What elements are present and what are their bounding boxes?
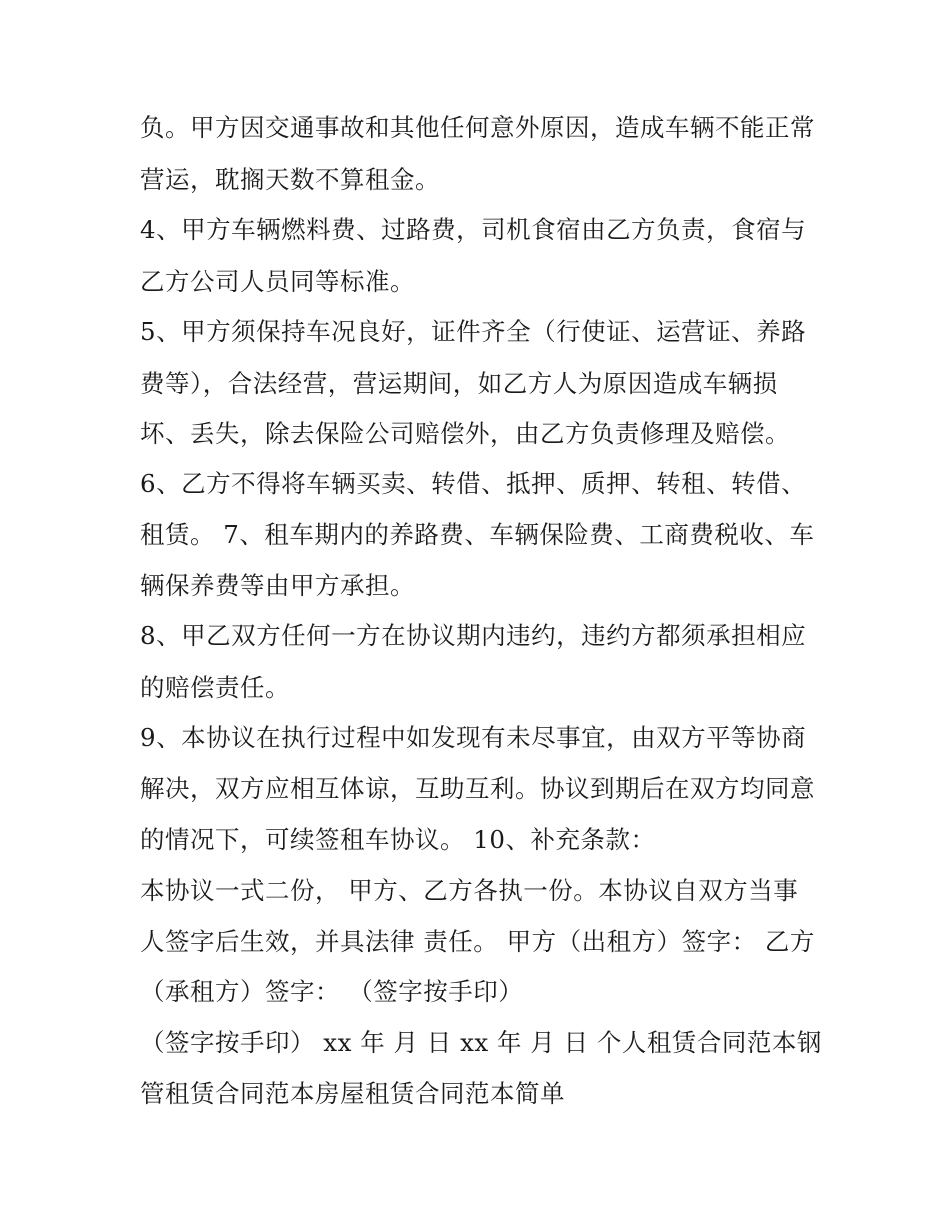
text-line: 营运，耽搁天数不算租金。 — [140, 165, 440, 194]
text-line: 租赁。 7、租车期内的养路费、车辆保险费、工商费税收、车 — [140, 520, 815, 549]
text-line: 辆保养费等由甲方承担。 — [140, 571, 415, 600]
text-line: 管租赁合同范本房屋租赁合同范本简单 — [140, 1079, 565, 1108]
text-line: 9、本协议在执行过程中如发现有未尽事宜，由双方平等协商 — [140, 723, 807, 752]
text-line: （签字按手印） xx 年 月 日 xx 年 月 日 个人租赁合同范本钢 — [140, 1028, 822, 1057]
text-line: 5、甲方须保持车况良好，证件齐全（行使证、运营证、养路 — [140, 317, 807, 346]
text-line: 的情况下，可续签租车协议。 10、补充条款： — [140, 825, 656, 854]
text-line: 坏、丢失，除去保险公司赔偿外，由乙方负责修理及赔偿。 — [140, 419, 790, 448]
text-line: 人签字后生效，并具法律 责任。 甲方（出租方）签字： 乙方 — [140, 927, 815, 956]
text-line: 负。甲方因交通事故和其他任何意外原因，造成车辆不能正常 — [140, 113, 815, 142]
text-line: 费等），合法经营，营运期间，如乙方人为原因造成车辆损 — [140, 369, 778, 398]
text-line: 8、甲乙双方任何一方在协议期内违约，违约方都须承担相应 — [140, 621, 807, 650]
text-line: 4、甲方车辆燃料费、过路费，司机食宿由乙方负责，食宿与 — [140, 215, 807, 244]
text-line: 本协议一式二份， 甲方、乙方各执一份。本协议自双方当事 — [140, 876, 799, 905]
text-line: 6、乙方不得将车辆买卖、转借、抵押、质押、转租、转借、 — [140, 469, 807, 498]
text-line: 的赔偿责任。 — [140, 673, 290, 702]
text-line: （承租方）签字： （签字按手印） — [140, 977, 524, 1006]
text-line: 乙方公司人员同等标准。 — [140, 267, 415, 296]
text-line: 解决，双方应相互体谅，互助互利。协议到期后在双方均同意 — [140, 774, 815, 803]
